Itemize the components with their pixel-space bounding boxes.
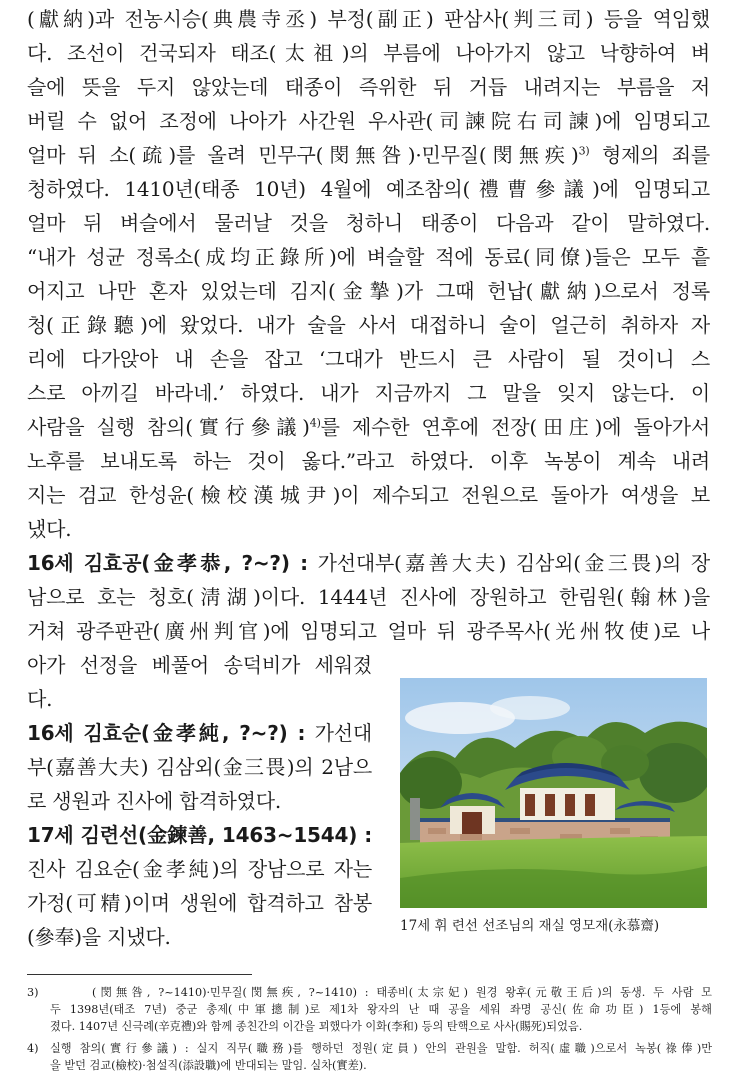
body-line: 리에 다가앉아 내 손을 잡고 ‘그대가 반드시 큰 사람이 될 것이니 스 bbox=[27, 347, 710, 371]
entry-line: 거쳐 광주판관(廣州判官)에 임명되고 얼마 뒤 광주목사(光州牧使)로 나 bbox=[27, 619, 710, 643]
body-line: 스로 아끼길 바라네.’ 하였다. 내가 지금까지 그 말을 잊지 않는다. 이 bbox=[27, 381, 710, 405]
body-line: 다. 조선이 건국되자 태조(太祖)의 부름에 나아가지 않고 낙향하여 벼 bbox=[27, 41, 710, 65]
footnote-line: (閔無咎, ?~1410)·민무질(閔無疾, ?~1410) : 태종비(太宗妃) 원경 왕후(元敬王后)의 동생. 두 사람 모 bbox=[92, 986, 712, 999]
footnote-number: 3) bbox=[27, 986, 39, 999]
body-line: 냈다. bbox=[27, 517, 72, 541]
body-line: 얼마 뒤 벼슬에서 물러날 것을 청하니 태종이 다음과 같이 말하였다. bbox=[27, 211, 710, 235]
footnote-number: 4) bbox=[27, 1042, 39, 1055]
body-line: 슬에 뜻을 두지 않았는데 태종이 즉위한 뒤 거듭 내려지는 부름을 저 bbox=[27, 75, 710, 99]
shrine-photo bbox=[400, 678, 707, 908]
entry-kim-hyosun bbox=[27, 716, 372, 750]
entry-heading: 16세 김효공(金孝恭, ?~?) : bbox=[27, 551, 308, 575]
footnote-marker: 3) bbox=[578, 144, 590, 158]
entry-line: 남으로 호는 청호(淸湖)이다. 1444년 진사에 장원하고 한림원(翰林)을 bbox=[27, 585, 710, 609]
body-line bbox=[27, 138, 710, 172]
footnote-line: 졌다. 1407년 신극례(辛克禮)와 함께 종친간의 이간을 꾀했다가 이화(李和) 등의 탄핵으로 사사(賜死)되었음. bbox=[50, 1020, 583, 1033]
photo-caption: 17세 휘 련선 선조님의 재실 영모재(永慕齋) bbox=[400, 918, 660, 934]
entry-kim-ryeonseon bbox=[27, 818, 372, 852]
body-text: 형제의 죄를 bbox=[589, 143, 710, 167]
body-line: 버릴 수 없어 조정에 나아가 사간원 우사관(司諫院右司諫)에 임명되고 bbox=[27, 109, 710, 133]
entry-heading: 16세 김효순(金孝純, ?~?) : bbox=[27, 721, 306, 745]
entry-text: 가선대부(嘉善大夫) 김삼외(金三畏)의 장 bbox=[307, 551, 710, 575]
footnote-line: 두 1398년(태조 7년) 중군 총제(中軍摠制)로 제1차 왕자의 난 때 공을 세워 좌명 공신(佐命功臣) 1등에 봉해 bbox=[50, 1003, 712, 1016]
body-line bbox=[27, 410, 710, 444]
entry-line: 부(嘉善大夫) 김삼외(金三畏)의 2남으 bbox=[27, 755, 372, 779]
entry-line: 로 생원과 진사에 합격하였다. bbox=[27, 789, 282, 813]
entry-line: 가정(可精)이며 생원에 합격하고 참봉 bbox=[27, 891, 372, 915]
body-text: 사람을 실행 참의(實行參議) bbox=[27, 415, 310, 439]
body-line: 청(正錄聽)에 왔었다. 내가 술을 사서 대접하니 술이 얼근히 취하자 자 bbox=[27, 313, 710, 337]
footnote-divider bbox=[27, 974, 252, 975]
entry-line: (參奉)을 지냈다. bbox=[27, 925, 171, 949]
body-line: 노후를 보내도록 하는 것이 옳다.”라고 하였다. 이후 녹봉이 계속 내려 bbox=[27, 449, 710, 473]
body-text: 얼마 뒤 소(疏)를 올려 민무구(閔無咎)·민무질(閔無疾) bbox=[27, 143, 579, 167]
footnote-line: 실행 참의(實行參議) : 실지 직무(職務)를 행하던 정원(定員) 안의 관원을 말함. 허직(虛職)으로서 녹봉(祿俸)만 bbox=[50, 1042, 712, 1055]
footnote-line: 을 받던 검교(檢校)·첨설직(添設職)에 반대되는 말임. 실차(實差). bbox=[50, 1059, 367, 1072]
entry-line: 아가 선정을 베풀어 송덕비가 세워졌 bbox=[27, 653, 372, 677]
entry-text: 가선대 bbox=[305, 721, 372, 745]
entry-heading: 17세 김련선(金鍊善, 1463~1544) : bbox=[27, 823, 372, 847]
body-line: “내가 성균 정록소(成均正錄所)에 벼슬할 적에 동료(同僚)들은 모두 흩 bbox=[27, 245, 710, 269]
body-text: 를 제수한 연후에 전장(田庄)에 돌아가서 bbox=[320, 415, 710, 439]
body-line: 지는 검교 한성윤(檢校漢城尹)이 제수되고 전원으로 돌아가 여생을 보 bbox=[27, 483, 710, 507]
entry-line: 다. bbox=[27, 687, 53, 711]
body-line: 청하였다. 1410년(태종 10년) 4월에 예조참의(禮曹參議)에 임명되고 bbox=[27, 177, 710, 201]
shrine-photo-image bbox=[400, 678, 707, 908]
entry-line: 진사 김요순(金孝純)의 장남으로 자는 bbox=[27, 857, 372, 881]
body-line: (獻納)과 전농시승(典農寺丞) 부정(副正) 판삼사(判三司) 등을 역임했 bbox=[27, 7, 710, 31]
body-line: 어지고 나만 혼자 있었는데 김지(金摯)가 그때 헌납(獻納)으로서 정록 bbox=[27, 279, 710, 303]
entry-kim-hyogong bbox=[27, 546, 710, 580]
footnote-marker: 4) bbox=[309, 416, 321, 430]
